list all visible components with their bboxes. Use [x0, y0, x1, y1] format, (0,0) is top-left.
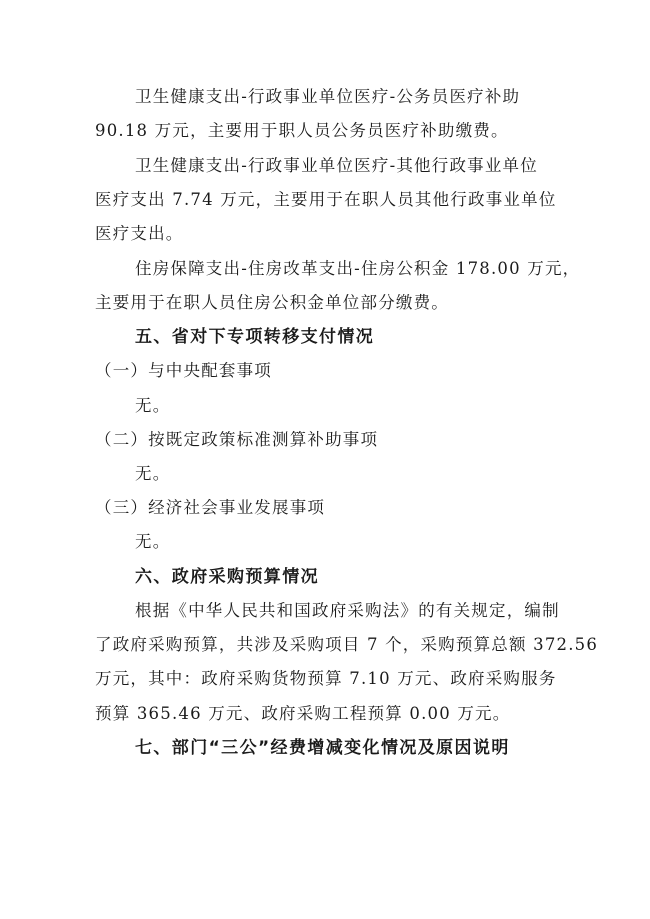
- subsection-heading-2: （二）按既定政策标准测算补助事项: [95, 430, 379, 449]
- procurement-paragraph-line-2: 了政府采购预算，共涉及采购项目 7 个，采购预算总额 372.56: [95, 635, 599, 654]
- section-heading-five: 五、省对下专项转移支付情况: [135, 327, 375, 347]
- health-other-medical-line-1: 卫生健康支出-行政事业单位医疗-其他行政事业单位: [135, 156, 538, 175]
- section-heading-seven: 七、部门“三公”经费增减变化情况及原因说明: [135, 738, 510, 758]
- subsection-heading-1: （一）与中央配套事项: [95, 361, 272, 380]
- housing-fund-line-1: 住房保障支出-住房改革支出-住房公积金 178.00 万元，: [135, 259, 581, 278]
- health-civil-servant-medical-line-2: 90.18 万元，主要用于职人员公务员医疗补助缴费。: [95, 121, 509, 140]
- subsection-3-body: 无。: [135, 532, 171, 551]
- procurement-paragraph-line-1: 根据《中华人民共和国政府采购法》的有关规定，编制: [135, 601, 560, 620]
- health-other-medical-line-3: 医疗支出。: [95, 224, 184, 243]
- health-other-medical-line-2: 医疗支出 7.74 万元，主要用于在职人员其他行政事业单位: [95, 190, 557, 209]
- procurement-paragraph-line-4: 预算 365.46 万元、政府采购工程预算 0.00 万元。: [95, 704, 511, 723]
- subsection-1-body: 无。: [135, 396, 171, 415]
- health-civil-servant-medical-line-1: 卫生健康支出-行政事业单位医疗-公务员医疗补助: [135, 87, 521, 106]
- procurement-paragraph-line-3: 万元，其中：政府采购货物预算 7.10 万元、政府采购服务: [95, 669, 557, 688]
- subsection-heading-3: （三）经济社会事业发展事项: [95, 498, 326, 517]
- subsection-2-body: 无。: [135, 464, 171, 483]
- housing-fund-line-2: 主要用于在职人员住房公积金单位部分缴费。: [95, 293, 449, 312]
- section-heading-six: 六、政府采购预算情况: [135, 567, 319, 587]
